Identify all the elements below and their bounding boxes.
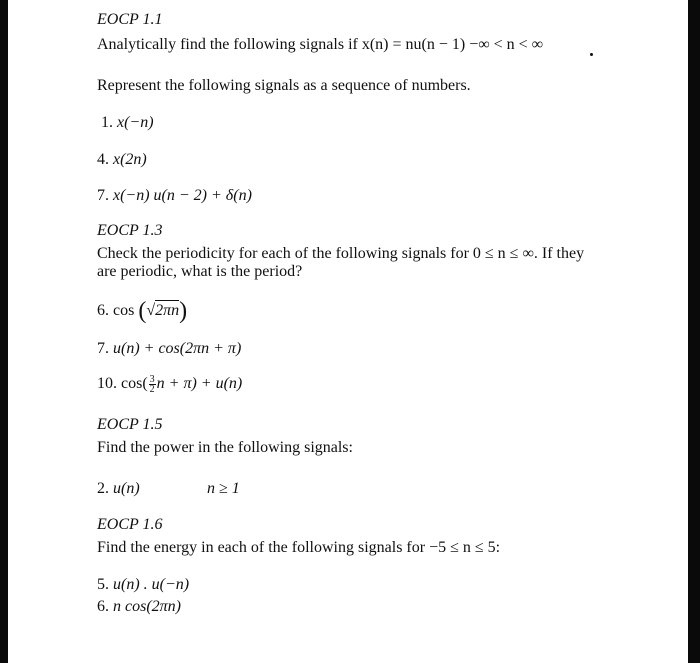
problem-expression: n cos(2πn) [113, 598, 181, 615]
problem-item [97, 341, 241, 357]
problem-item [97, 188, 252, 204]
open-paren: ( [138, 298, 147, 324]
problem-expression: u(n) + cos(2πn + π) [113, 340, 242, 357]
problem-number: 7. [97, 340, 109, 357]
problem-number: 6. [97, 598, 109, 615]
problem-item [97, 481, 140, 497]
stray-dot [590, 53, 593, 56]
problem-number: 6. [97, 302, 109, 319]
problem-expression-rest: n + π) + u(n) [156, 375, 243, 393]
fraction: $\frac{3}{2}$ [149, 374, 155, 395]
problem-expression: u(n) . u(−n) [113, 576, 190, 593]
problem-number: 7. [97, 187, 109, 204]
section-heading-eocp-1-1: EOCP 1.1 [97, 11, 163, 28]
section-intro-eocp-1-3-line1: Check the periodicity for each of the following signals for 0 ≤ n ≤ ∞. If they [97, 245, 585, 262]
problem-number: 1. [101, 114, 113, 131]
left-window-edge [0, 0, 8, 663]
problem-number: 10. [97, 375, 117, 393]
problem-function: cos [113, 302, 135, 319]
problem-number: 4. [97, 151, 109, 168]
sqrt-symbol: √ [146, 302, 156, 319]
problem-expression: x(2n) [113, 151, 147, 168]
problem-condition: n ≥ 1 [207, 480, 240, 497]
problem-expression: x(−n) [117, 114, 154, 131]
problem-item [101, 115, 154, 131]
problem-function: cos( [121, 375, 148, 393]
section-heading-eocp-1-6: EOCP 1.6 [97, 516, 163, 533]
section-intro-eocp-1-1: Analytically find the following signals if x(n) = nu(n − 1) −∞ < n < ∞ [97, 36, 544, 53]
problem-expression: x(−n) u(n − 2) + δ(n) [113, 187, 252, 204]
problem-number: 2. [97, 480, 109, 497]
problem-item [97, 299, 187, 323]
problem-item [97, 599, 181, 615]
problem-radicand: 2πn [155, 302, 180, 319]
problem-item [97, 375, 242, 394]
problem-expression: u(n) [113, 480, 140, 497]
problem-number: 5. [97, 576, 109, 593]
section-intro-eocp-1-6: Find the energy in each of the following signals for −5 ≤ n ≤ 5: [97, 539, 501, 556]
problem-item [97, 577, 189, 593]
section-intro-eocp-1-3-line2: are periodic, what is the period? [97, 263, 303, 280]
section-intro-eocp-1-5: Find the power in the following signals: [97, 439, 353, 456]
problem-item [97, 152, 147, 168]
right-window-edge [688, 0, 700, 663]
section-instruction-eocp-1-1: Represent the following signals as a sequence of numbers. [97, 77, 471, 94]
close-paren: ) [179, 298, 188, 324]
section-heading-eocp-1-3: EOCP 1.3 [97, 222, 163, 239]
section-heading-eocp-1-5: EOCP 1.5 [97, 416, 163, 433]
